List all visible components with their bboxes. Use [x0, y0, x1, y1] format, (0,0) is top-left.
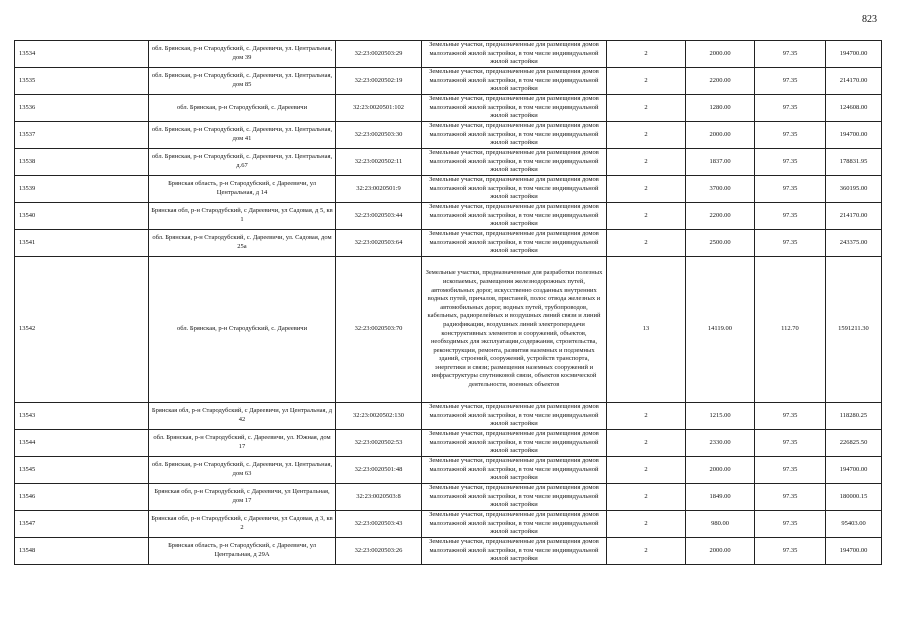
cadastral-number-cell: 32:23:0020502:53	[336, 430, 422, 457]
table-row	[15, 511, 882, 538]
cadastral-value-cell: 1591211.30	[826, 257, 882, 403]
group-cell: 2	[607, 538, 686, 565]
table-row	[15, 149, 882, 176]
cadastral-number-cell: 32:23:0020501:102	[336, 95, 422, 122]
table-row	[15, 430, 882, 457]
specific-value-cell: 97.35	[755, 457, 826, 484]
address-cell: обл. Брянская, р-н Стародубский, с. Дареевичи, ул. Центральная, дом 85	[149, 68, 336, 95]
area-cell: 1280.00	[686, 95, 755, 122]
table-row	[15, 457, 882, 484]
area-cell: 2000.00	[686, 457, 755, 484]
cadastral-value-cell: 95403.00	[826, 511, 882, 538]
address-cell: Брянская область, р-н Стародубский, с Дареевичи, ул Центральная, д 29А	[149, 538, 336, 565]
area-cell: 2000.00	[686, 122, 755, 149]
group-cell: 2	[607, 122, 686, 149]
group-cell: 2	[607, 403, 686, 430]
specific-value-cell: 97.35	[755, 122, 826, 149]
specific-value-cell: 97.35	[755, 230, 826, 257]
group-cell: 13	[607, 257, 686, 403]
specific-value-cell: 97.35	[755, 203, 826, 230]
specific-value-cell: 97.35	[755, 430, 826, 457]
row-number: 13548	[15, 538, 149, 565]
row-number: 13535	[15, 68, 149, 95]
area-cell: 980.00	[686, 511, 755, 538]
cadastral-value-cell: 194700.00	[826, 122, 882, 149]
permitted-use-cell: Земельные участки, предназначенные для размещения домов малоэтажной жилой застройки, в том числе индивидуальной жилой застройки	[422, 68, 607, 95]
address-cell: обл. Брянская, р-н Стародубский, с. Дареевичи, ул. Центральная, дом 41	[149, 122, 336, 149]
row-number: 13541	[15, 230, 149, 257]
address-cell: обл. Брянская, р-н Стародубский, с. Дареевичи, ул. Центральная, дом 63	[149, 457, 336, 484]
table-row	[15, 484, 882, 511]
area-cell: 2200.00	[686, 203, 755, 230]
address-cell: Брянская обл, р-н Стародубский, с Дареевичи, ул Центральная, д 42	[149, 403, 336, 430]
address-cell: Брянская обл, р-н Стародубский, с Дареевичи, ул Центральная, дом 17	[149, 484, 336, 511]
cadastral-number-cell: 32:23:0020503:70	[336, 257, 422, 403]
cadastral-number-cell: 32:23:0020501:48	[336, 457, 422, 484]
cadastral-number-cell: 32:23:0020503:8	[336, 484, 422, 511]
table-row	[15, 538, 882, 565]
specific-value-cell: 97.35	[755, 511, 826, 538]
row-number: 13542	[15, 257, 149, 403]
cadastral-value-cell: 194700.00	[826, 41, 882, 68]
group-cell: 2	[607, 41, 686, 68]
group-cell: 2	[607, 511, 686, 538]
row-number: 13547	[15, 511, 149, 538]
area-cell: 1837.00	[686, 149, 755, 176]
address-cell: обл. Брянская, р-н Стародубский, с. Дареевичи, ул. Центральная, д.67	[149, 149, 336, 176]
row-number: 13538	[15, 149, 149, 176]
row-number: 13544	[15, 430, 149, 457]
address-cell: обл. Брянская, р-н Стародубский, с. Дареевичи	[149, 257, 336, 403]
permitted-use-cell: Земельные участки, предназначенные для размещения домов малоэтажной жилой застройки, в том числе индивидуальной жилой застройки	[422, 41, 607, 68]
permitted-use-cell: Земельные участки, предназначенные для размещения домов малоэтажной жилой застройки, в том числе индивидуальной жилой застройки	[422, 95, 607, 122]
address-cell: Брянская обл, р-н Стародубский, с Дареевичи, ул Садовая, д 5, кв 1	[149, 203, 336, 230]
table-row	[15, 68, 882, 95]
table-row	[15, 176, 882, 203]
row-number: 13539	[15, 176, 149, 203]
area-cell: 2000.00	[686, 538, 755, 565]
area-cell: 2000.00	[686, 41, 755, 68]
address-cell: Брянская область, р-н Стародубский, с Дареевичи, ул Центральная, д 14	[149, 176, 336, 203]
group-cell: 2	[607, 176, 686, 203]
cadastral-value-cell: 178831.95	[826, 149, 882, 176]
cadastral-value-cell: 180000.15	[826, 484, 882, 511]
area-cell: 1849.00	[686, 484, 755, 511]
cadastral-number-cell: 32:23:0020503:30	[336, 122, 422, 149]
specific-value-cell: 97.35	[755, 403, 826, 430]
cadastral-value-cell: 226825.50	[826, 430, 882, 457]
table-row	[15, 403, 882, 430]
table-row	[15, 95, 882, 122]
cadastral-number-cell: 32:23:0020503:44	[336, 203, 422, 230]
address-cell: обл. Брянская, р-н Стародубский, с. Дареевичи, ул. Центральная, дом 39	[149, 41, 336, 68]
cadastral-number-cell: 32:23:0020503:43	[336, 511, 422, 538]
row-number: 13545	[15, 457, 149, 484]
area-cell: 3700.00	[686, 176, 755, 203]
permitted-use-cell: Земельные участки, предназначенные для размещения домов малоэтажной жилой застройки, в том числе индивидуальной жилой застройки	[422, 484, 607, 511]
group-cell: 2	[607, 95, 686, 122]
specific-value-cell: 97.35	[755, 149, 826, 176]
table-row	[15, 230, 882, 257]
permitted-use-cell: Земельные участки, предназначенные для размещения домов малоэтажной жилой застройки, в том числе индивидуальной жилой застройки	[422, 176, 607, 203]
cadastral-value-cell: 243375.00	[826, 230, 882, 257]
permitted-use-cell: Земельные участки, предназначенные для размещения домов малоэтажной жилой застройки, в том числе индивидуальной жилой застройки	[422, 149, 607, 176]
specific-value-cell: 97.35	[755, 41, 826, 68]
specific-value-cell: 112.70	[755, 257, 826, 403]
area-cell: 2500.00	[686, 230, 755, 257]
group-cell: 2	[607, 203, 686, 230]
row-number: 13543	[15, 403, 149, 430]
area-cell: 1215.00	[686, 403, 755, 430]
area-cell: 2200.00	[686, 68, 755, 95]
permitted-use-cell: Земельные участки, предназначенные для размещения домов малоэтажной жилой застройки, в том числе индивидуальной жилой застройки	[422, 403, 607, 430]
group-cell: 2	[607, 430, 686, 457]
cadastral-value-table	[14, 40, 882, 565]
table-row	[15, 122, 882, 149]
specific-value-cell: 97.35	[755, 95, 826, 122]
table-row	[15, 257, 882, 403]
permitted-use-cell: Земельные участки, предназначенные для размещения домов малоэтажной жилой застройки, в том числе индивидуальной жилой застройки	[422, 538, 607, 565]
permitted-use-cell: Земельные участки, предназначенные для размещения домов малоэтажной жилой застройки, в том числе индивидуальной жилой застройки	[422, 511, 607, 538]
row-number: 13546	[15, 484, 149, 511]
area-cell: 14119.00	[686, 257, 755, 403]
group-cell: 2	[607, 457, 686, 484]
permitted-use-cell: Земельные участки, предназначенные для размещения домов малоэтажной жилой застройки, в том числе индивидуальной жилой застройки	[422, 122, 607, 149]
permitted-use-cell: Земельные участки, предназначенные для размещения домов малоэтажной жилой застройки, в том числе индивидуальной жилой застройки	[422, 230, 607, 257]
page-number: 823	[862, 14, 877, 25]
address-cell: Брянская обл, р-н Стародубский, с Дареевичи, ул Садовая, д 3, кв 2	[149, 511, 336, 538]
group-cell: 2	[607, 484, 686, 511]
cadastral-value-cell: 360195.00	[826, 176, 882, 203]
row-number: 13534	[15, 41, 149, 68]
specific-value-cell: 97.35	[755, 68, 826, 95]
address-cell: обл. Брянская, р-н Стародубский, с. Дареевичи	[149, 95, 336, 122]
cadastral-value-cell: 194700.00	[826, 457, 882, 484]
row-number: 13537	[15, 122, 149, 149]
group-cell: 2	[607, 230, 686, 257]
cadastral-value-cell: 124608.00	[826, 95, 882, 122]
cadastral-value-cell: 214170.00	[826, 68, 882, 95]
cadastral-number-cell: 32:23:0020501:9	[336, 176, 422, 203]
specific-value-cell: 97.35	[755, 176, 826, 203]
address-cell: обл. Брянская, р-н Стародубский, с. Дареевичи, ул. Садовая, дом 25а	[149, 230, 336, 257]
specific-value-cell: 97.35	[755, 484, 826, 511]
row-number: 13536	[15, 95, 149, 122]
table-row	[15, 41, 882, 68]
permitted-use-cell: Земельные участки, предназначенные для размещения домов малоэтажной жилой застройки, в том числе индивидуальной жилой застройки	[422, 457, 607, 484]
area-cell: 2330.00	[686, 430, 755, 457]
cadastral-number-cell: 32:23:0020503:64	[336, 230, 422, 257]
cadastral-number-cell: 32:23:0020503:26	[336, 538, 422, 565]
address-cell: обл. Брянская, р-н Стародубский, с. Дареевичи, ул. Южная, дом 17	[149, 430, 336, 457]
table-row	[15, 203, 882, 230]
permitted-use-cell: Земельные участки, предназначенные для размещения домов малоэтажной жилой застройки, в том числе индивидуальной жилой застройки	[422, 203, 607, 230]
cadastral-number-cell: 32:23:0020502:130	[336, 403, 422, 430]
table-body	[15, 41, 882, 565]
cadastral-value-cell: 194700.00	[826, 538, 882, 565]
permitted-use-cell: Земельные участки, предназначенные для разработки полезных ископаемых, размещения железнодорожных путей, автомобильных дорог, искусственно созданных внутренних водных путей, причалов, пристаней, полос отвода железных и автомобильных дорог, водных путей, трубопроводов, кабельных, радиорелейных и воздушных линий связи и линий радиофикации, воздушных линий электропередачи конструктивных элементов и сооружений, объектов, необходимых для эксплуатации,содержания, строительства, реконструкции, ремонта, развития наземных и подземных зданий, строений, сооружений, устройств транспорта, энергетики и связи; размещения наземных сооружений и инфраструктуры спутниковой связи, объектов космической деятельности, военных объектов	[422, 257, 607, 403]
cadastral-value-cell: 118280.25	[826, 403, 882, 430]
specific-value-cell: 97.35	[755, 538, 826, 565]
group-cell: 2	[607, 68, 686, 95]
cadastral-number-cell: 32:23:0020502:19	[336, 68, 422, 95]
permitted-use-cell: Земельные участки, предназначенные для размещения домов малоэтажной жилой застройки, в том числе индивидуальной жилой застройки	[422, 430, 607, 457]
row-number: 13540	[15, 203, 149, 230]
group-cell: 2	[607, 149, 686, 176]
cadastral-value-cell: 214170.00	[826, 203, 882, 230]
cadastral-number-cell: 32:23:0020502:11	[336, 149, 422, 176]
cadastral-number-cell: 32:23:0020503:29	[336, 41, 422, 68]
